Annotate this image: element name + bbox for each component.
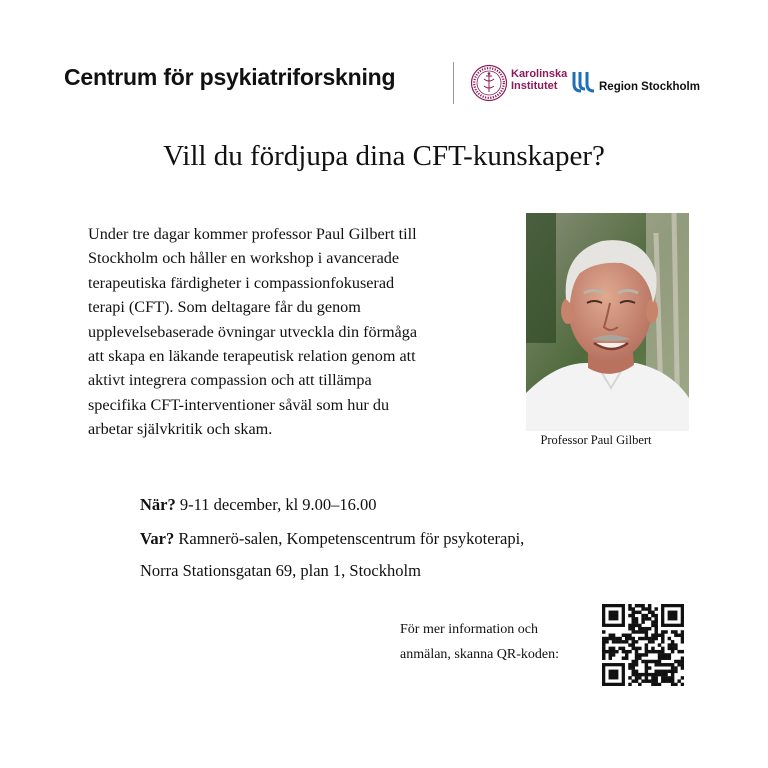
- where-label: Var?: [140, 529, 175, 548]
- more-info-line2: anmälan, skanna QR-koden:: [400, 647, 560, 662]
- body-line: upplevelsebaserade övningar utveckla din förmåga: [88, 322, 418, 341]
- portrait-photo: [526, 213, 689, 431]
- more-info-text: [400, 617, 600, 667]
- body-line: terapi (CFT). Som deltagare får du genom: [88, 298, 361, 317]
- when-value: 9-11 december, kl 9.00–16.00: [175, 495, 377, 514]
- body-line: specifika CFT-interventioner såväl som hur du: [88, 395, 390, 414]
- body-line: Under tre dagar kommer professor Paul Gilbert till: [88, 225, 417, 243]
- karolinska-seal-logo: [470, 64, 508, 102]
- body-line: Stockholm och håller en workshop i avancerade: [88, 249, 400, 268]
- karolinska-line1: Karolinska: [511, 68, 568, 80]
- org-name: Centrum för psykiatriforskning: [64, 64, 396, 90]
- when-line: [140, 495, 377, 515]
- body-line: att skapa en läkande terapeutisk relation genom att: [88, 347, 416, 366]
- where-line: [140, 529, 524, 549]
- when-label: När?: [140, 495, 176, 514]
- body-line: arbetar självkritik och skam.: [88, 420, 273, 439]
- region-stockholm-logo: [571, 70, 597, 94]
- more-info-line1: För mer information och: [400, 622, 539, 637]
- karolinska-wordmark: [511, 68, 571, 92]
- header-divider: [453, 62, 454, 104]
- qr-code[interactable]: [602, 604, 684, 686]
- body-paragraph: [88, 222, 518, 442]
- where-address: Norra Stationsgatan 69, plan 1, Stockholm: [140, 561, 421, 580]
- headline: Vill du fördjupa dina CFT-kunskaper?: [163, 140, 605, 172]
- body-line: aktivt integrera compassion och att tillämpa: [88, 371, 372, 390]
- region-stockholm-name: Region Stockholm: [599, 81, 700, 93]
- photo-caption: Professor Paul Gilbert: [540, 433, 652, 447]
- body-line: terapeutiska färdigheter i compassionfokuserad: [88, 273, 395, 292]
- where-value: Ramnerö-salen, Kompetenscentrum för psykoterapi,: [174, 529, 525, 548]
- karolinska-line2: Institutet: [511, 80, 558, 92]
